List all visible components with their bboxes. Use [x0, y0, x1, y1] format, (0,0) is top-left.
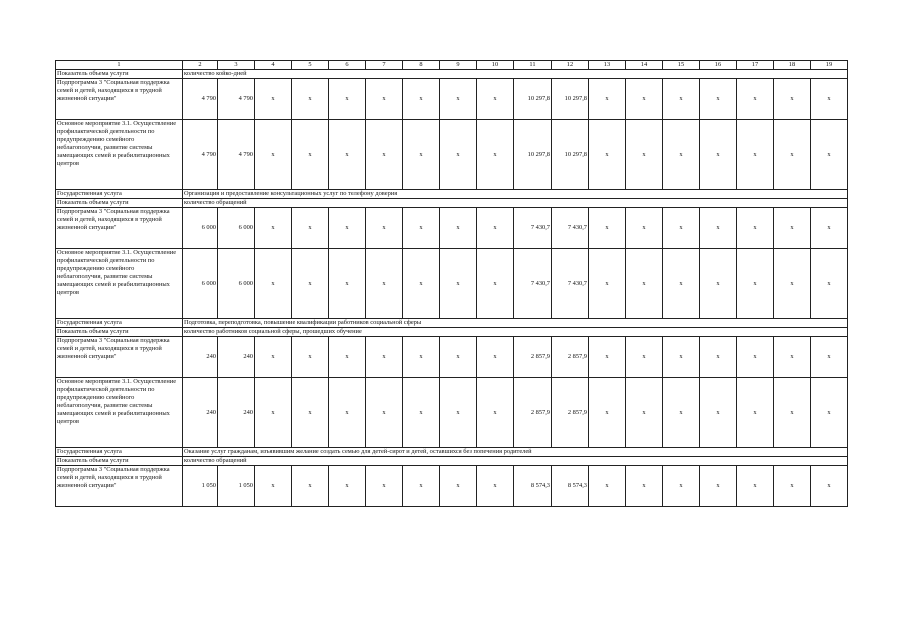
value-cell: 240: [183, 337, 218, 378]
value-cell: 4 790: [218, 79, 255, 120]
table-row: [56, 378, 848, 448]
section-row: [56, 190, 848, 199]
table-body: [56, 61, 848, 507]
row-label-cell: Государственная услуга: [56, 319, 183, 328]
column-number-cell: 9: [440, 61, 477, 70]
value-cell: 2 857,9: [552, 378, 589, 448]
x-mark-cell: х: [663, 79, 700, 120]
value-cell: 240: [183, 378, 218, 448]
x-mark-cell: х: [255, 378, 292, 448]
x-mark-cell: х: [403, 249, 440, 319]
x-mark-cell: х: [366, 249, 403, 319]
x-mark-cell: х: [329, 337, 366, 378]
row-label-cell: Показатель объема услуги: [56, 70, 183, 79]
x-mark-cell: х: [292, 120, 329, 190]
value-cell: 4 790: [183, 120, 218, 190]
column-number-cell: 16: [700, 61, 737, 70]
section-row: [56, 199, 848, 208]
row-label-cell: Подпрограмма 3 "Социальная поддержка семей и детей, находящихся в трудной жизненной ситуации": [56, 337, 183, 378]
table-row: [56, 208, 848, 249]
x-mark-cell: х: [663, 337, 700, 378]
x-mark-cell: х: [477, 337, 514, 378]
x-mark-cell: х: [255, 120, 292, 190]
x-mark-cell: х: [329, 79, 366, 120]
x-mark-cell: х: [255, 337, 292, 378]
x-mark-cell: х: [477, 378, 514, 448]
row-label-cell: Подпрограмма 3 "Социальная поддержка семей и детей, находящихся в трудной жизненной ситуации": [56, 79, 183, 120]
section-value-cell: Подготовка, переподготовка, повышение квалификации работников социальной сферы: [183, 319, 848, 328]
table-row: [56, 466, 848, 507]
x-mark-cell: х: [366, 208, 403, 249]
section-value-cell: количество койко-дней: [183, 70, 848, 79]
x-mark-cell: х: [329, 208, 366, 249]
x-mark-cell: х: [626, 79, 663, 120]
x-mark-cell: х: [440, 378, 477, 448]
x-mark-cell: х: [366, 79, 403, 120]
column-number-cell: 13: [589, 61, 626, 70]
column-number-cell: 17: [737, 61, 774, 70]
table-row: [56, 79, 848, 120]
value-cell: 4 790: [183, 79, 218, 120]
section-value-cell: количество обращений: [183, 199, 848, 208]
x-mark-cell: х: [774, 208, 811, 249]
x-mark-cell: х: [663, 208, 700, 249]
value-cell: 1 050: [183, 466, 218, 507]
x-mark-cell: х: [255, 249, 292, 319]
x-mark-cell: х: [403, 120, 440, 190]
x-mark-cell: х: [440, 249, 477, 319]
column-number-cell: 3: [218, 61, 255, 70]
x-mark-cell: х: [737, 120, 774, 190]
x-mark-cell: х: [626, 466, 663, 507]
column-number-cell: 12: [552, 61, 589, 70]
value-cell: 10 297,8: [514, 79, 552, 120]
x-mark-cell: х: [811, 466, 848, 507]
x-mark-cell: х: [811, 208, 848, 249]
x-mark-cell: х: [589, 378, 626, 448]
row-label-cell: Государственная услуга: [56, 190, 183, 199]
x-mark-cell: х: [589, 466, 626, 507]
column-number-cell: 14: [626, 61, 663, 70]
x-mark-cell: х: [811, 79, 848, 120]
x-mark-cell: х: [403, 337, 440, 378]
value-cell: 6 000: [218, 208, 255, 249]
x-mark-cell: х: [589, 120, 626, 190]
x-mark-cell: х: [737, 249, 774, 319]
column-number-row: [56, 61, 848, 70]
x-mark-cell: х: [700, 378, 737, 448]
column-number-cell: 4: [255, 61, 292, 70]
x-mark-cell: х: [403, 208, 440, 249]
value-cell: 7 430,7: [514, 208, 552, 249]
x-mark-cell: х: [811, 249, 848, 319]
value-cell: 10 297,8: [552, 79, 589, 120]
x-mark-cell: х: [477, 79, 514, 120]
x-mark-cell: х: [774, 337, 811, 378]
section-row: [56, 448, 848, 457]
table-row: [56, 337, 848, 378]
value-cell: 2 857,9: [514, 337, 552, 378]
value-cell: 240: [218, 378, 255, 448]
x-mark-cell: х: [700, 466, 737, 507]
row-label-cell: Показатель объема услуги: [56, 199, 183, 208]
section-value-cell: Организация и предоставление консультационных услуг по телефону доверия: [183, 190, 848, 199]
column-number-cell: 7: [366, 61, 403, 70]
value-cell: 8 574,3: [514, 466, 552, 507]
x-mark-cell: х: [403, 378, 440, 448]
x-mark-cell: х: [440, 337, 477, 378]
x-mark-cell: х: [774, 466, 811, 507]
x-mark-cell: х: [737, 337, 774, 378]
x-mark-cell: х: [774, 378, 811, 448]
section-row: [56, 328, 848, 337]
section-value-cell: количество обращений: [183, 457, 848, 466]
value-cell: 6 000: [183, 208, 218, 249]
section-row: [56, 70, 848, 79]
section-value-cell: Оказание услуг гражданам, изъявившим желание создать семью для детей-сирот и детей, оставшихся без попечения родителей: [183, 448, 848, 457]
x-mark-cell: х: [811, 120, 848, 190]
x-mark-cell: х: [589, 249, 626, 319]
section-value-cell: количество работников социальной сферы, прошедших обучение: [183, 328, 848, 337]
section-row: [56, 457, 848, 466]
x-mark-cell: х: [626, 378, 663, 448]
value-cell: 8 574,3: [552, 466, 589, 507]
row-label-cell: Основное мероприятие 3.1. Осуществление профилактической деятельности по предупреждению семейного неблагополучия, развитие системы замещающих семей и реабилитационных центров: [56, 249, 183, 319]
value-cell: 10 297,8: [552, 120, 589, 190]
x-mark-cell: х: [477, 208, 514, 249]
report-table: [55, 60, 848, 507]
column-number-cell: 8: [403, 61, 440, 70]
table-row: [56, 120, 848, 190]
row-label-cell: Показатель объема услуги: [56, 457, 183, 466]
value-cell: 2 857,9: [552, 337, 589, 378]
x-mark-cell: х: [292, 466, 329, 507]
x-mark-cell: х: [700, 249, 737, 319]
x-mark-cell: х: [663, 120, 700, 190]
x-mark-cell: х: [366, 378, 403, 448]
x-mark-cell: х: [589, 337, 626, 378]
x-mark-cell: х: [626, 249, 663, 319]
x-mark-cell: х: [440, 79, 477, 120]
value-cell: 4 790: [218, 120, 255, 190]
x-mark-cell: х: [329, 378, 366, 448]
table-row: [56, 249, 848, 319]
x-mark-cell: х: [366, 120, 403, 190]
x-mark-cell: х: [255, 79, 292, 120]
column-number-cell: 2: [183, 61, 218, 70]
x-mark-cell: х: [700, 120, 737, 190]
x-mark-cell: х: [292, 337, 329, 378]
row-label-cell: Показатель объема услуги: [56, 328, 183, 337]
x-mark-cell: х: [774, 79, 811, 120]
x-mark-cell: х: [663, 378, 700, 448]
column-number-cell: 5: [292, 61, 329, 70]
row-label-cell: Основное мероприятие 3.1. Осуществление профилактической деятельности по предупреждению семейного неблагополучия, развитие системы замещающих семей и реабилитационных центров: [56, 378, 183, 448]
x-mark-cell: х: [403, 466, 440, 507]
value-cell: 7 430,7: [514, 249, 552, 319]
x-mark-cell: х: [589, 208, 626, 249]
x-mark-cell: х: [329, 120, 366, 190]
column-number-cell: 15: [663, 61, 700, 70]
x-mark-cell: х: [700, 79, 737, 120]
column-number-cell: 19: [811, 61, 848, 70]
x-mark-cell: х: [440, 208, 477, 249]
x-mark-cell: х: [440, 120, 477, 190]
column-number-cell: 1: [56, 61, 183, 70]
x-mark-cell: х: [626, 120, 663, 190]
x-mark-cell: х: [663, 249, 700, 319]
x-mark-cell: х: [774, 249, 811, 319]
value-cell: 6 000: [183, 249, 218, 319]
x-mark-cell: х: [292, 378, 329, 448]
x-mark-cell: х: [700, 208, 737, 249]
row-label-cell: Государственная услуга: [56, 448, 183, 457]
value-cell: 10 297,8: [514, 120, 552, 190]
x-mark-cell: х: [292, 249, 329, 319]
x-mark-cell: х: [255, 466, 292, 507]
x-mark-cell: х: [292, 208, 329, 249]
x-mark-cell: х: [255, 208, 292, 249]
value-cell: 6 000: [218, 249, 255, 319]
x-mark-cell: х: [329, 249, 366, 319]
value-cell: 7 430,7: [552, 208, 589, 249]
x-mark-cell: х: [663, 466, 700, 507]
x-mark-cell: х: [774, 120, 811, 190]
x-mark-cell: х: [700, 337, 737, 378]
x-mark-cell: х: [477, 466, 514, 507]
value-cell: 7 430,7: [552, 249, 589, 319]
x-mark-cell: х: [329, 466, 366, 507]
x-mark-cell: х: [811, 337, 848, 378]
row-label-cell: Подпрограмма 3 "Социальная поддержка семей и детей, находящихся в трудной жизненной ситуации": [56, 208, 183, 249]
x-mark-cell: х: [477, 249, 514, 319]
x-mark-cell: х: [737, 466, 774, 507]
value-cell: 2 857,9: [514, 378, 552, 448]
column-number-cell: 6: [329, 61, 366, 70]
value-cell: 240: [218, 337, 255, 378]
value-cell: 1 050: [218, 466, 255, 507]
x-mark-cell: х: [737, 208, 774, 249]
x-mark-cell: х: [589, 79, 626, 120]
row-label-cell: Подпрограмма 3 "Социальная поддержка семей и детей, находящихся в трудной жизненной ситуации": [56, 466, 183, 507]
x-mark-cell: х: [737, 378, 774, 448]
x-mark-cell: х: [366, 337, 403, 378]
x-mark-cell: х: [366, 466, 403, 507]
x-mark-cell: х: [477, 120, 514, 190]
section-row: [56, 319, 848, 328]
x-mark-cell: х: [626, 208, 663, 249]
row-label-cell: Основное мероприятие 3.1. Осуществление профилактической деятельности по предупреждению семейного неблагополучия, развитие системы замещающих семей и реабилитационных центров: [56, 120, 183, 190]
column-number-cell: 11: [514, 61, 552, 70]
x-mark-cell: х: [292, 79, 329, 120]
x-mark-cell: х: [737, 79, 774, 120]
x-mark-cell: х: [626, 337, 663, 378]
x-mark-cell: х: [440, 466, 477, 507]
column-number-cell: 18: [774, 61, 811, 70]
x-mark-cell: х: [403, 79, 440, 120]
x-mark-cell: х: [811, 378, 848, 448]
column-number-cell: 10: [477, 61, 514, 70]
